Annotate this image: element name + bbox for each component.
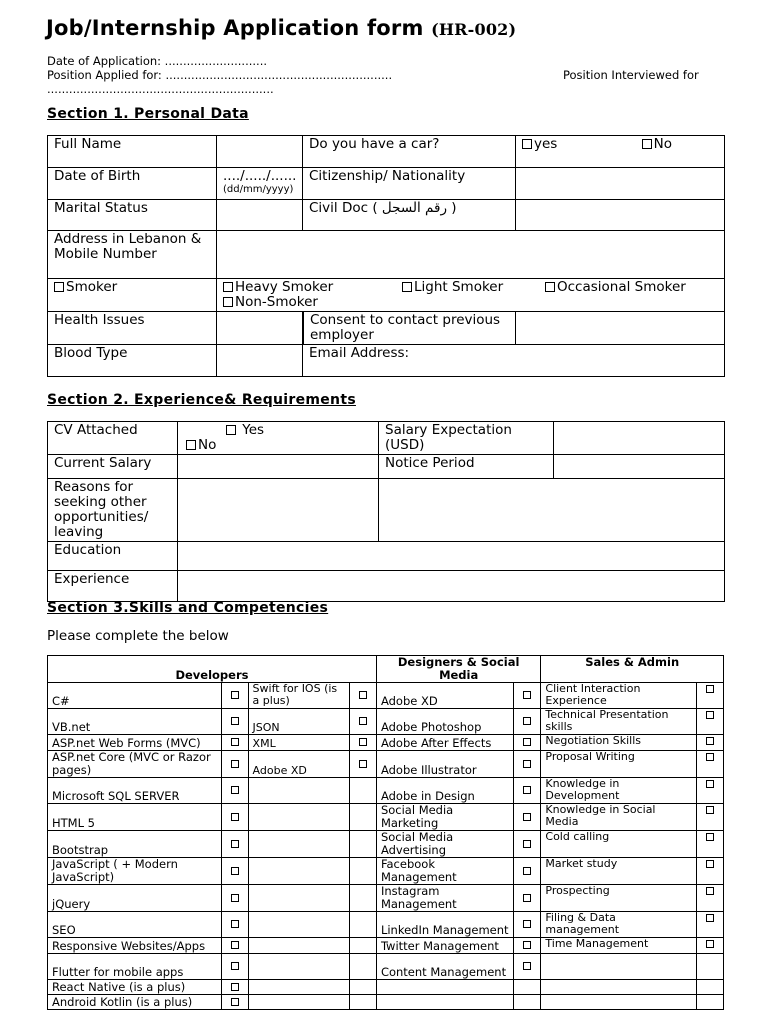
smoker-option[interactable]: Smoker [48,279,217,312]
skill-label-design: Content Management [376,954,513,980]
skill-label-design: Adobe Illustrator [376,751,513,778]
skill-label-dev2: JSON [248,709,349,735]
position-interviewed-line[interactable]: .............................................................. [47,82,274,96]
education-field[interactable] [178,542,725,571]
checkbox-icon [359,691,367,699]
empty-cell [349,858,376,885]
skill-checkbox[interactable] [696,709,723,735]
empty-cell [696,954,723,980]
citizenship-field[interactable] [516,168,725,200]
experience-label: Experience [48,571,178,602]
reasons-field[interactable] [178,479,379,542]
skill-checkbox[interactable] [514,858,541,885]
skill-checkbox[interactable] [349,751,376,778]
skill-label-dev2 [248,778,349,804]
skill-label-dev: SEO [48,912,222,938]
notice-label: Notice Period [379,455,554,479]
table-row [48,858,724,885]
checkbox-icon [223,297,233,307]
health-field[interactable] [217,312,303,345]
skill-label-design: Adobe XD [376,683,513,709]
position-interviewed: Position Interviewed for [563,68,699,82]
citizenship-label: Citizenship/ Nationality [303,168,516,200]
checkbox-icon [523,920,531,928]
checkbox-icon [523,867,531,875]
form-title: Job/Internship Application form (HR-002) [46,16,517,40]
checkbox-icon [231,867,239,875]
checkbox-icon [706,753,714,761]
cv-no-checkbox[interactable]: No [186,438,216,453]
section1-heading: Section 1. Personal Data [47,106,249,122]
checkbox-icon [231,691,239,699]
skill-label-sales: Client Interaction Experience [541,683,696,709]
skill-label-dev: React Native (is a plus) [48,980,222,995]
checkbox-icon [231,894,239,902]
personal-data-table [47,135,725,377]
skill-label-dev2 [248,980,349,995]
salary-exp-field[interactable] [554,422,725,455]
checkbox-icon [231,717,239,725]
empty-cell [696,980,723,995]
skill-checkbox[interactable] [222,954,248,980]
skill-label-sales: Proposal Writing [541,751,696,778]
skill-label-dev: ASP.net Web Forms (MVC) [48,735,222,751]
designers-header: Designers & Social Media [376,656,540,683]
checkbox-icon [706,685,714,693]
skill-label-design [376,995,513,1010]
table-row [48,885,724,912]
empty-cell [696,995,723,1010]
skill-checkbox[interactable] [696,735,723,751]
skill-label-dev: HTML 5 [48,804,222,831]
empty-cell [349,980,376,995]
checkbox-icon [523,840,531,848]
empty-cell [514,980,541,995]
skill-label-dev: Android Kotlin (is a plus) [48,995,222,1010]
skills-table [47,655,724,1010]
reasons-field-2[interactable] [379,479,725,542]
skill-checkbox[interactable] [222,683,248,709]
skill-checkbox[interactable] [222,709,248,735]
skill-label-dev: VB.net [48,709,222,735]
checkbox-icon [231,840,239,848]
blood-field[interactable] [217,345,303,377]
checkbox-icon [231,813,239,821]
skill-checkbox[interactable] [222,778,248,804]
experience-table [47,421,725,602]
checkbox-icon [231,920,239,928]
light-smoker-option[interactable]: Light Smoker [402,280,503,295]
skill-label-dev2: XML [248,735,349,751]
table-row [48,751,724,778]
table-row [48,804,724,831]
checkbox-icon [706,914,714,922]
dob-field[interactable]: ..../...../...... (dd/mm/yyyy) [217,168,303,200]
form-code: (HR-002) [431,20,517,39]
skill-label-design: Twitter Management [376,938,513,954]
table-row [48,980,724,995]
consent-label: Consent to contact previous employer [310,312,501,343]
full-name-label: Full Name [48,136,217,168]
civil-doc-field[interactable] [516,200,725,231]
skill-label-dev2 [248,804,349,831]
cv-options [178,422,379,455]
skill-checkbox[interactable] [514,912,541,938]
skill-checkbox[interactable] [696,778,723,804]
smoker-options [217,279,725,312]
checkbox-icon [523,717,531,725]
civil-doc-label: Civil Doc ( رقم السجل ) [303,200,516,231]
current-salary-label: Current Salary [48,455,178,479]
checkbox-icon [231,738,239,746]
car-no-checkbox[interactable]: No [642,136,672,152]
skill-checkbox[interactable] [349,709,376,735]
skill-label-sales: Market study [541,858,696,885]
checkbox-icon [545,282,555,292]
checkbox-icon [402,282,412,292]
occasional-smoker-option[interactable]: Occasional Smoker [545,280,686,295]
table-row [48,995,724,1010]
skill-label-sales [541,995,696,1010]
skill-checkbox[interactable] [514,683,541,709]
skill-label-dev: Flutter for mobile apps [48,954,222,980]
skill-checkbox[interactable] [222,885,248,912]
skills-intro: Please complete the below [47,628,229,644]
skill-checkbox[interactable] [222,858,248,885]
skill-checkbox[interactable] [222,804,248,831]
skill-label-dev: jQuery [48,885,222,912]
full-name-field[interactable] [217,136,303,168]
checkbox-icon [523,813,531,821]
skill-checkbox[interactable] [696,831,723,858]
skill-checkbox[interactable] [514,709,541,735]
empty-cell [349,885,376,912]
checkbox-icon [523,941,531,949]
skill-label-sales: Knowledge in Social Media [541,804,696,831]
empty-cell [349,912,376,938]
skill-label-sales: Prospecting [541,885,696,912]
experience-field[interactable] [178,571,725,602]
skill-checkbox[interactable] [696,885,723,912]
checkbox-icon [359,738,367,746]
table-row [48,709,724,735]
dob-label: Date of Birth [48,168,217,200]
skill-checkbox[interactable] [696,938,723,954]
blood-label: Blood Type [48,345,217,377]
checkbox-icon [523,894,531,902]
empty-cell [349,995,376,1010]
skill-checkbox[interactable] [696,804,723,831]
skill-label-dev2 [248,938,349,954]
skill-checkbox[interactable] [514,804,541,831]
empty-cell [514,995,541,1010]
skill-label-design [376,980,513,995]
skill-label-design: Social Media Advertising [376,831,513,858]
checkbox-icon [231,941,239,949]
skill-checkbox[interactable] [349,735,376,751]
checkbox-icon [523,691,531,699]
checkbox-icon [706,806,714,814]
skill-label-sales: Time Management [541,938,696,954]
checkbox-icon [706,780,714,788]
consent-group [303,312,516,345]
checkbox-icon [223,282,233,292]
skill-checkbox[interactable] [696,858,723,885]
skill-label-design: Social Media Marketing [376,804,513,831]
cv-label: CV Attached [48,422,178,455]
checkbox-icon [359,760,367,768]
skill-checkbox[interactable] [514,778,541,804]
skill-checkbox[interactable] [222,995,248,1010]
skill-checkbox[interactable] [514,735,541,751]
skill-checkbox[interactable] [514,954,541,980]
checkbox-icon [706,833,714,841]
checkbox-icon [706,737,714,745]
email-field[interactable]: Email Address: [303,345,725,377]
checkbox-icon [231,962,239,970]
checkbox-icon [642,139,652,149]
address-label: Address in Lebanon & Mobile Number [48,231,217,279]
skill-label-sales: Negotiation Skills [541,735,696,751]
skill-label-dev2: Adobe XD [248,751,349,778]
checkbox-icon [706,940,714,948]
sales-header: Sales & Admin [541,656,724,683]
section3-heading: Section 3.Skills and Competencies [47,600,329,616]
table-row [48,912,724,938]
section2-heading: Section 2. Experience& Requirements [47,392,356,408]
table-row [48,831,724,858]
skill-checkbox[interactable] [222,980,248,995]
car-question: Do you have a car? [303,136,516,168]
checkbox-icon [231,983,239,991]
address-field[interactable] [217,231,725,279]
skill-label-dev2: Swift for IOS (is a plus) [248,683,349,709]
skill-label-dev2 [248,885,349,912]
heavy-smoker-option[interactable]: Heavy Smoker [223,280,333,295]
consent-field[interactable] [516,312,725,345]
skill-checkbox[interactable] [222,912,248,938]
checkbox-icon [523,962,531,970]
table-row [48,954,724,980]
education-label: Education [48,542,178,571]
table-row [48,683,724,709]
skill-checkbox[interactable] [222,938,248,954]
non-smoker-option[interactable]: Non-Smoker [223,295,318,310]
skill-checkbox[interactable] [222,831,248,858]
skill-label-dev2 [248,831,349,858]
empty-cell [349,831,376,858]
skill-checkbox[interactable] [514,938,541,954]
checkbox-icon [226,425,236,435]
car-answer [516,136,725,168]
skill-checkbox[interactable] [222,735,248,751]
marital-label: Marital Status [48,200,217,231]
skill-checkbox[interactable] [696,912,723,938]
skill-label-design: Adobe Photoshop [376,709,513,735]
empty-cell [349,938,376,954]
skill-label-design: LinkedIn Management [376,912,513,938]
notice-field[interactable] [554,455,725,479]
skill-checkbox[interactable] [222,751,248,778]
checkbox-icon [523,786,531,794]
checkbox-icon [231,760,239,768]
checkbox-icon [231,786,239,794]
checkbox-icon [523,738,531,746]
health-label: Health Issues [48,312,217,345]
skill-label-dev: C# [48,683,222,709]
skill-label-dev2 [248,995,349,1010]
skill-label-sales: Knowledge in Development [541,778,696,804]
checkbox-icon [706,887,714,895]
skill-checkbox[interactable] [514,885,541,912]
date-of-application[interactable]: Date of Application: ............................ [47,54,268,68]
skill-label-sales [541,954,696,980]
skill-label-sales: Technical Presentation skills [541,709,696,735]
checkbox-icon [54,282,64,292]
developers-header: Developers [48,656,377,683]
skill-label-dev: ASP.net Core (MVC or Razor pages) [48,751,222,778]
skill-label-dev2 [248,912,349,938]
empty-cell [349,954,376,980]
table-row [48,778,724,804]
skill-label-dev2 [248,954,349,980]
skill-label-design: Instagram Management [376,885,513,912]
marital-field[interactable] [217,200,303,231]
checkbox-icon [523,760,531,768]
empty-cell [349,778,376,804]
checkbox-icon [359,717,367,725]
position-applied[interactable]: Position Applied for: .............................................................. [47,68,393,82]
skill-label-dev2 [248,858,349,885]
skill-label-design: Adobe in Design [376,778,513,804]
skill-checkbox[interactable] [349,683,376,709]
skill-checkbox[interactable] [514,751,541,778]
checkbox-icon [231,998,239,1006]
car-yes-checkbox[interactable]: yes [522,136,557,152]
skill-label-sales: Filing & Data management [541,912,696,938]
cv-yes-checkbox[interactable]: Yes [226,423,264,438]
table-row [48,938,724,954]
skill-label-design: Facebook Management [376,858,513,885]
skill-label-sales [541,980,696,995]
skill-label-design: Adobe After Effects [376,735,513,751]
checkbox-icon [186,440,196,450]
skill-checkbox[interactable] [696,683,723,709]
salary-exp-label: Salary Expectation (USD) [379,422,554,455]
skill-label-sales: Cold calling [541,831,696,858]
reasons-label: Reasons for seeking other opportunities/ leaving [48,479,178,542]
skill-label-dev: JavaScript ( + Modern JavaScript) [48,858,222,885]
empty-cell [349,804,376,831]
skill-label-dev: Responsive Websites/Apps [48,938,222,954]
current-salary-field[interactable] [178,455,379,479]
checkbox-icon [706,860,714,868]
table-row [48,735,724,751]
skill-checkbox[interactable] [696,751,723,778]
skill-label-dev: Bootstrap [48,831,222,858]
checkbox-icon [522,139,532,149]
skill-label-dev: Microsoft SQL SERVER [48,778,222,804]
checkbox-icon [706,711,714,719]
skill-checkbox[interactable] [514,831,541,858]
